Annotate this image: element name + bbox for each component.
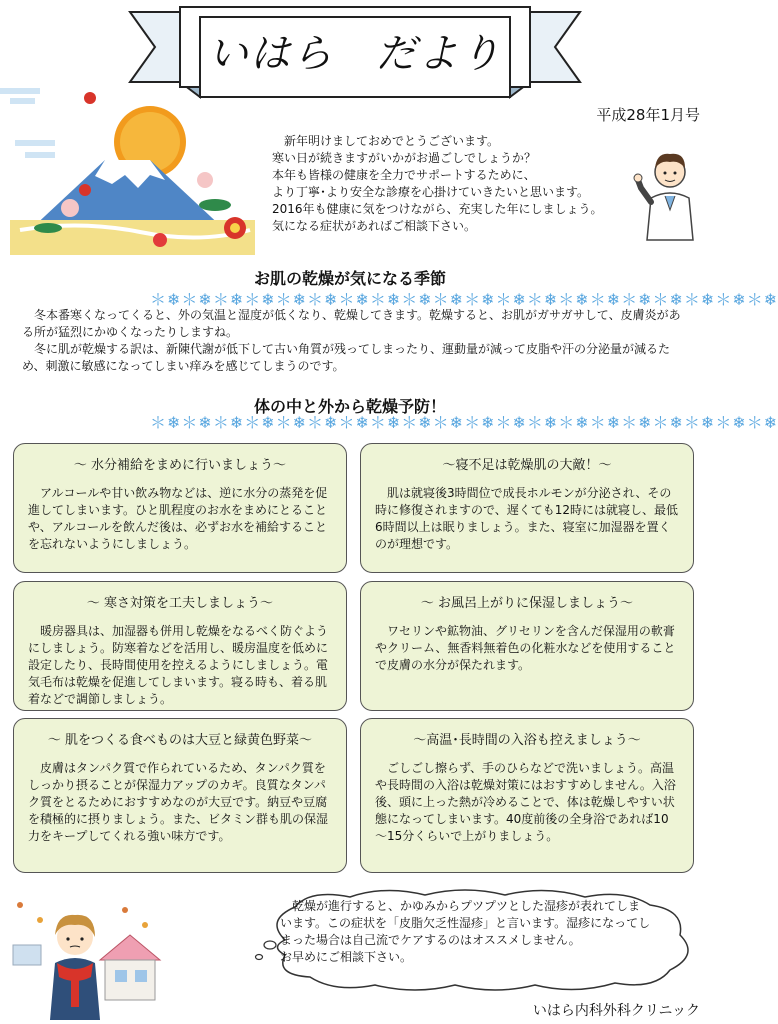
greeting-line: 寒い日が続きますがいかがお過ごしでしょうか？ [272, 151, 537, 165]
greeting-message [272, 133, 652, 235]
tip-card-body: アルコールや甘い飲み物などは、逆に水分の蒸発を促進してしまいます。ひと肌程度のお水をまめにとることや、アルコールを飲んだ後は、必ずお水を補給することを忘れないようにしましょう。 [28, 486, 328, 551]
tip-card-body: ワセリンや鉱物油、グリセリンを含んだ保湿用の軟膏やクリーム、無香料無着色の化粧水などを使用することで皮膚の水分が保たれます。 [375, 624, 676, 672]
woman-in-scarf-icon [5, 885, 165, 1020]
tip-card-title: ～ 水分補給をまめに行いましょう～ [73, 458, 287, 473]
tip-card-title: ～寝不足は乾燥肌の大敵！～ [442, 458, 612, 473]
issue-date: 平成28年1月号 [596, 106, 700, 124]
tip-card-food [13, 718, 347, 873]
tip-card-body: ごしごし擦らず、手のひらなどで洗いましょう。高温や長時間の入浴は乾燥対策にはおすすめしません。入浴後、頭に上った熱が冷めることで、体は乾燥しやすい状態になってしまいます。40度前後の全身浴であれば10～15分くらいで上がりましょう。 [375, 761, 676, 843]
tip-card-moisturize [360, 581, 694, 711]
newsletter-title: いはら だより [208, 30, 502, 77]
mount-fuji-sunrise-icon [0, 80, 262, 260]
tip-card-title: ～高温･長時間の入浴も控えましょう～ [413, 733, 641, 748]
tip-card-body: 暖房器具は、加湿器も併用し乾燥をなるべく防ぐようにしましょう。防寒着などを活用し、暖房温度を低めに設定したり、長時間使用を控えるようにしましょう。電気毛布は乾燥を促進してしまいます。寝る時も、着る肌着などで調節しましょう。 [28, 624, 329, 706]
closing-line: 乾燥が進行すると、かゆみからプツプツとした湿疹が表れてしま [292, 899, 641, 913]
clinic-name: いはら内科外科クリニック [532, 1003, 700, 1019]
tip-card-body: 皮膚はタンパク質で作られているため、タンパク質をしっかり摂ることが保湿力アップのカギ。良質なタンパク質をとるためにおすすめなのが大豆です。納豆や豆腐を積極的に摂りましょう。また、ビタミン群も肌の保湿力をキープしてくれる強い味方です。 [28, 761, 329, 843]
greeting-line: 新年明けましておめでとうございます。 [284, 134, 500, 148]
greeting-line: 本年も皆様の健康を全力でサポートするために、 [272, 168, 536, 182]
paragraph: 冬本番寒くなってくると、外の気温と湿度が低くなり、乾燥してきます。乾燥すると、お肌がガサガサして、皮膚炎がある所が猛烈にかゆくなったりしますね。 [22, 308, 681, 339]
tip-card-bathing [360, 718, 694, 873]
tip-card-title: ～ お風呂上がりに保湿しましょう～ [420, 596, 634, 611]
closing-line: います。この症状を「皮脂欠乏性湿疹」と言います。湿疹になってし [280, 916, 651, 930]
closing-line: まった場合は自己流でケアするのはオススメしません。 [280, 933, 581, 947]
tip-card-sleep [360, 443, 694, 573]
tip-card-title: ～ 肌をつくる食べものは大豆と緑黄色野菜～ [47, 733, 313, 748]
snowflake-border-icon: ＊❄＊❄＊❄＊❄＊❄＊❄＊❄＊❄＊❄＊❄＊❄＊❄＊❄＊❄＊❄＊❄＊❄＊❄＊❄＊❄ [150, 413, 778, 432]
tip-card-cold-protection [13, 581, 347, 711]
section-title-dry-skin-season: お肌の乾燥が気になる季節 [253, 269, 446, 288]
section-dry-skin-body [22, 307, 682, 375]
tip-card-hydration [13, 443, 347, 573]
paragraph: 冬に肌が乾燥する訳は、新陳代謝が低下して古い角質が残ってしまったり、運動量が減って皮脂や汗の分泌量が減るため、刺激に敏感になってしまい痒みを感じてしまうのです。 [22, 342, 671, 373]
greeting-line: 2016年も健康に気をつけながら、充実した年にしましょう。 [272, 202, 603, 216]
closing-message [280, 898, 680, 966]
closing-line: お早めにご相談下さい。 [280, 950, 413, 964]
section-title-prevention: 体の中と外から乾燥予防！ [253, 397, 446, 416]
tip-card-body: 肌は就寝後3時間位で成長ホルモンが分泌され、その時に修復されますので、遅くても12時には就寝し、最低6時間以上は眠りましょう。また、寝室に加湿器を置くのが理想です。 [375, 486, 679, 551]
tip-card-title: ～ 寒さ対策を工夫しましょう～ [86, 596, 274, 611]
snowflake-border-icon: ＊❄＊❄＊❄＊❄＊❄＊❄＊❄＊❄＊❄＊❄＊❄＊❄＊❄＊❄＊❄＊❄＊❄＊❄＊❄＊❄ [150, 290, 778, 309]
greeting-line: より丁寧･より安全な診療を心掛けていきたいと思います。 [272, 185, 590, 199]
greeting-line: 気になる症状があればご相談下さい。 [272, 219, 477, 233]
doctor-pointing-icon [635, 140, 705, 240]
